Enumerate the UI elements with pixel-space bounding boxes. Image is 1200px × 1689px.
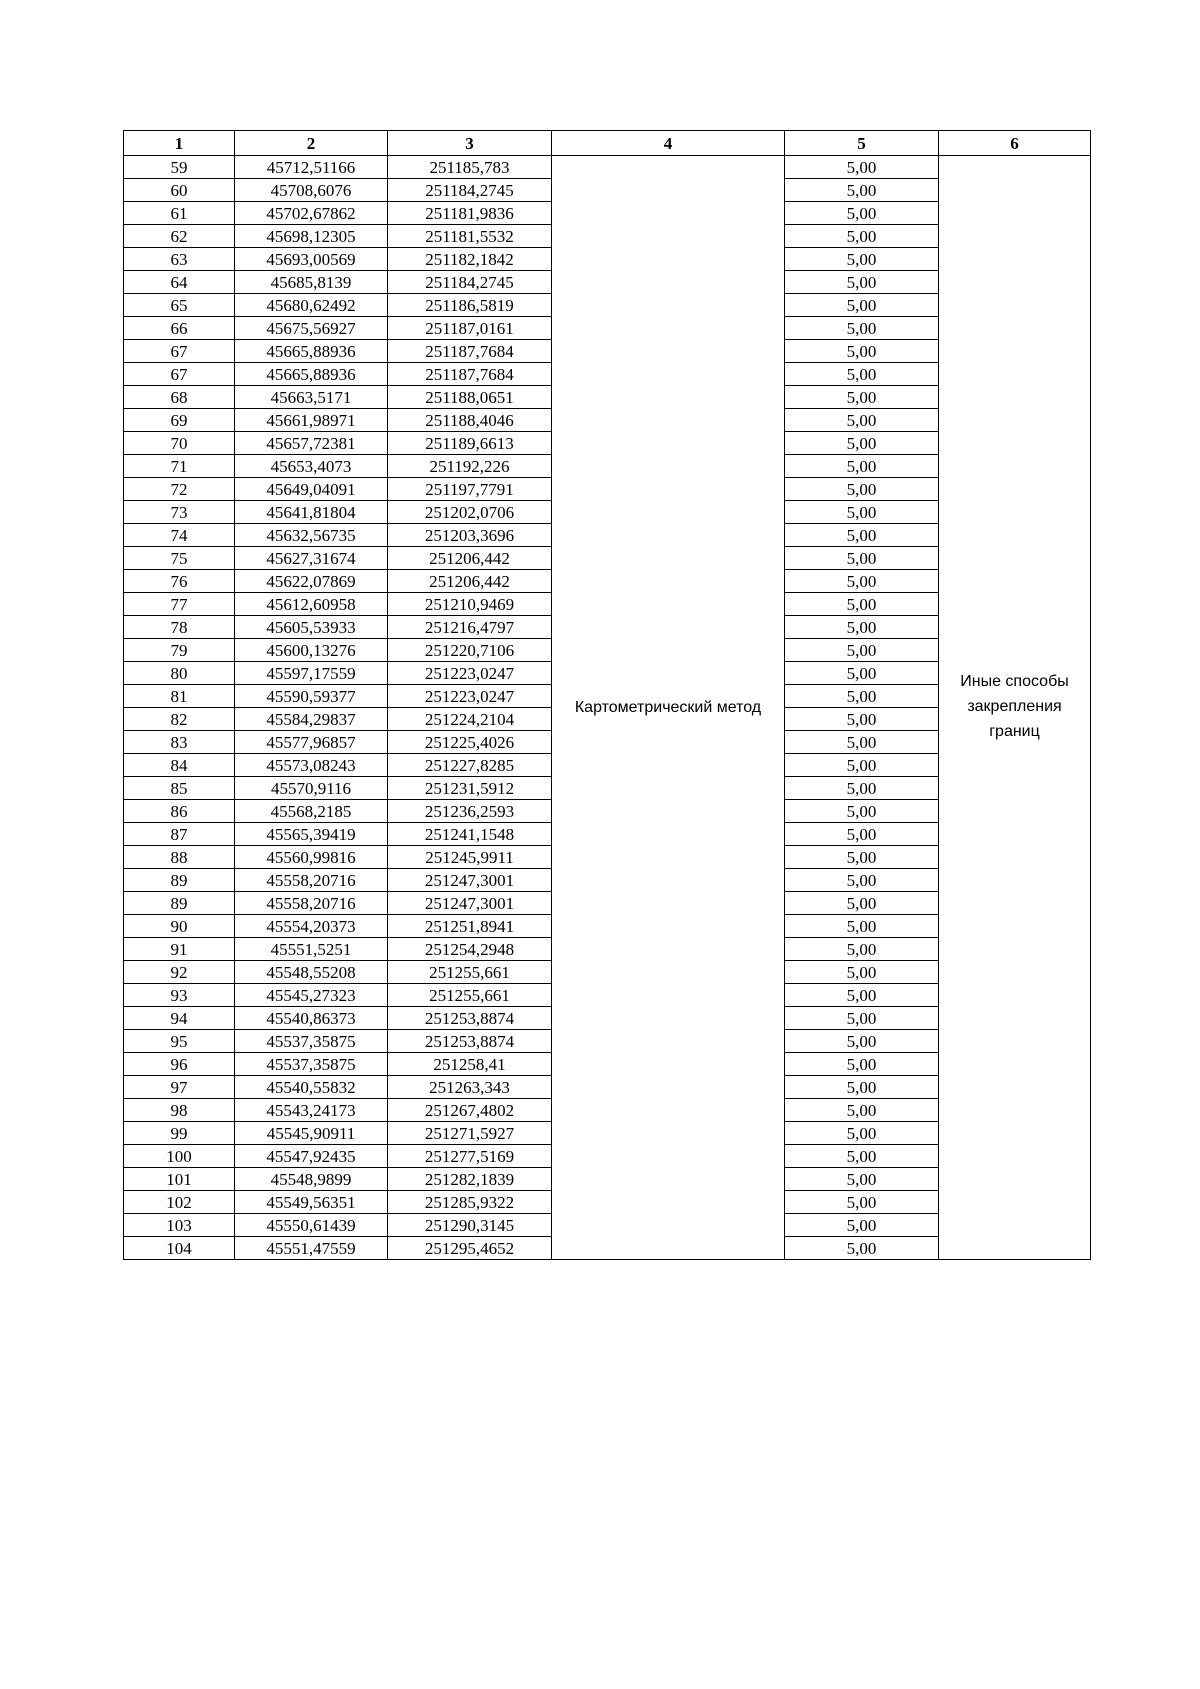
coord-x: 45680,62492 — [235, 294, 388, 317]
coord-y: 251224,2104 — [388, 708, 552, 731]
point-number: 91 — [124, 938, 235, 961]
coord-y: 251253,8874 — [388, 1030, 552, 1053]
coord-y: 251285,9322 — [388, 1191, 552, 1214]
coord-y: 251255,661 — [388, 984, 552, 1007]
coord-x: 45548,9899 — [235, 1168, 388, 1191]
point-number: 89 — [124, 869, 235, 892]
accuracy-value: 5,00 — [785, 938, 939, 961]
coord-x: 45537,35875 — [235, 1053, 388, 1076]
point-number: 100 — [124, 1145, 235, 1168]
coordinates-table — [123, 130, 1091, 1260]
col-header-5: 5 — [785, 131, 939, 156]
table-body — [124, 156, 1091, 1260]
coord-x: 45627,31674 — [235, 547, 388, 570]
coord-y: 251182,1842 — [388, 248, 552, 271]
coord-x: 45551,5251 — [235, 938, 388, 961]
coord-x: 45605,53933 — [235, 616, 388, 639]
accuracy-value: 5,00 — [785, 248, 939, 271]
table-row — [124, 156, 1091, 179]
coord-y: 251206,442 — [388, 570, 552, 593]
header-row — [124, 131, 1091, 156]
accuracy-value: 5,00 — [785, 823, 939, 846]
coord-y: 251247,3001 — [388, 892, 552, 915]
point-number: 103 — [124, 1214, 235, 1237]
coord-x: 45590,59377 — [235, 685, 388, 708]
point-number: 95 — [124, 1030, 235, 1053]
coord-y: 251251,8941 — [388, 915, 552, 938]
point-number: 89 — [124, 892, 235, 915]
point-number: 92 — [124, 961, 235, 984]
point-number: 97 — [124, 1076, 235, 1099]
col-header-1: 1 — [124, 131, 235, 156]
point-number: 77 — [124, 593, 235, 616]
coord-y: 251184,2745 — [388, 179, 552, 202]
coord-y: 251241,1548 — [388, 823, 552, 846]
accuracy-value: 5,00 — [785, 225, 939, 248]
coord-x: 45693,00569 — [235, 248, 388, 271]
coord-x: 45577,96857 — [235, 731, 388, 754]
accuracy-value: 5,00 — [785, 754, 939, 777]
coord-y: 251245,9911 — [388, 846, 552, 869]
point-number: 68 — [124, 386, 235, 409]
accuracy-value: 5,00 — [785, 386, 939, 409]
point-number: 81 — [124, 685, 235, 708]
coord-x: 45649,04091 — [235, 478, 388, 501]
col-header-2: 2 — [235, 131, 388, 156]
coord-x: 45597,17559 — [235, 662, 388, 685]
coord-x: 45612,60958 — [235, 593, 388, 616]
coord-y: 251216,4797 — [388, 616, 552, 639]
accuracy-value: 5,00 — [785, 1145, 939, 1168]
coord-x: 45584,29837 — [235, 708, 388, 731]
point-number: 74 — [124, 524, 235, 547]
coord-y: 251254,2948 — [388, 938, 552, 961]
coord-x: 45657,72381 — [235, 432, 388, 455]
point-number: 88 — [124, 846, 235, 869]
coord-y: 251185,783 — [388, 156, 552, 179]
accuracy-value: 5,00 — [785, 156, 939, 179]
point-number: 101 — [124, 1168, 235, 1191]
coord-y: 251184,2745 — [388, 271, 552, 294]
point-number: 78 — [124, 616, 235, 639]
point-number: 99 — [124, 1122, 235, 1145]
accuracy-value: 5,00 — [785, 846, 939, 869]
coord-y: 251181,9836 — [388, 202, 552, 225]
accuracy-value: 5,00 — [785, 1053, 939, 1076]
fixing-method-cell: Иные способы закрепления границ — [939, 156, 1091, 1260]
accuracy-value: 5,00 — [785, 639, 939, 662]
point-number: 94 — [124, 1007, 235, 1030]
accuracy-value: 5,00 — [785, 869, 939, 892]
accuracy-value: 5,00 — [785, 478, 939, 501]
point-number: 76 — [124, 570, 235, 593]
point-number: 65 — [124, 294, 235, 317]
accuracy-value: 5,00 — [785, 179, 939, 202]
coord-y: 251197,7791 — [388, 478, 552, 501]
accuracy-value: 5,00 — [785, 524, 939, 547]
point-number: 98 — [124, 1099, 235, 1122]
accuracy-value: 5,00 — [785, 892, 939, 915]
accuracy-value: 5,00 — [785, 271, 939, 294]
coord-x: 45573,08243 — [235, 754, 388, 777]
point-number: 72 — [124, 478, 235, 501]
accuracy-value: 5,00 — [785, 1122, 939, 1145]
coord-y: 251223,0247 — [388, 662, 552, 685]
point-number: 61 — [124, 202, 235, 225]
coord-y: 251187,7684 — [388, 363, 552, 386]
coord-x: 45685,8139 — [235, 271, 388, 294]
accuracy-value: 5,00 — [785, 202, 939, 225]
coord-x: 45663,5171 — [235, 386, 388, 409]
coord-y: 251202,0706 — [388, 501, 552, 524]
coord-y: 251253,8874 — [388, 1007, 552, 1030]
accuracy-value: 5,00 — [785, 1214, 939, 1237]
point-number: 71 — [124, 455, 235, 478]
coord-x: 45549,56351 — [235, 1191, 388, 1214]
point-number: 93 — [124, 984, 235, 1007]
accuracy-value: 5,00 — [785, 731, 939, 754]
coord-x: 45570,9116 — [235, 777, 388, 800]
accuracy-value: 5,00 — [785, 915, 939, 938]
coord-x: 45545,27323 — [235, 984, 388, 1007]
coord-x: 45632,56735 — [235, 524, 388, 547]
point-number: 70 — [124, 432, 235, 455]
accuracy-value: 5,00 — [785, 455, 939, 478]
point-number: 73 — [124, 501, 235, 524]
coord-y: 251192,226 — [388, 455, 552, 478]
coord-x: 45558,20716 — [235, 869, 388, 892]
coord-y: 251258,41 — [388, 1053, 552, 1076]
point-number: 64 — [124, 271, 235, 294]
coord-y: 251255,661 — [388, 961, 552, 984]
accuracy-value: 5,00 — [785, 1007, 939, 1030]
coord-y: 251267,4802 — [388, 1099, 552, 1122]
coord-x: 45548,55208 — [235, 961, 388, 984]
point-number: 67 — [124, 363, 235, 386]
col-header-3: 3 — [388, 131, 552, 156]
accuracy-value: 5,00 — [785, 409, 939, 432]
coord-x: 45545,90911 — [235, 1122, 388, 1145]
coord-y: 251236,2593 — [388, 800, 552, 823]
accuracy-value: 5,00 — [785, 432, 939, 455]
point-number: 63 — [124, 248, 235, 271]
coord-y: 251181,5532 — [388, 225, 552, 248]
point-number: 59 — [124, 156, 235, 179]
point-number: 67 — [124, 340, 235, 363]
coord-y: 251186,5819 — [388, 294, 552, 317]
coord-y: 251223,0247 — [388, 685, 552, 708]
coord-x: 45540,86373 — [235, 1007, 388, 1030]
point-number: 96 — [124, 1053, 235, 1076]
coord-x: 45537,35875 — [235, 1030, 388, 1053]
accuracy-value: 5,00 — [785, 616, 939, 639]
coord-y: 251247,3001 — [388, 869, 552, 892]
point-number: 84 — [124, 754, 235, 777]
coord-x: 45554,20373 — [235, 915, 388, 938]
col-header-4: 4 — [552, 131, 785, 156]
col-header-6: 6 — [939, 131, 1091, 156]
coord-x: 45565,39419 — [235, 823, 388, 846]
point-number: 62 — [124, 225, 235, 248]
accuracy-value: 5,00 — [785, 570, 939, 593]
accuracy-value: 5,00 — [785, 1168, 939, 1191]
coord-y: 251225,4026 — [388, 731, 552, 754]
coord-x: 45641,81804 — [235, 501, 388, 524]
coord-y: 251206,442 — [388, 547, 552, 570]
coord-y: 251189,6613 — [388, 432, 552, 455]
method-cell: Картометрический метод — [552, 156, 785, 1260]
point-number: 85 — [124, 777, 235, 800]
accuracy-value: 5,00 — [785, 708, 939, 731]
coord-x: 45665,88936 — [235, 340, 388, 363]
coord-y: 251295,4652 — [388, 1237, 552, 1260]
coord-x: 45540,55832 — [235, 1076, 388, 1099]
coord-x: 45558,20716 — [235, 892, 388, 915]
coord-y: 251210,9469 — [388, 593, 552, 616]
point-number: 80 — [124, 662, 235, 685]
point-number: 90 — [124, 915, 235, 938]
accuracy-value: 5,00 — [785, 363, 939, 386]
accuracy-value: 5,00 — [785, 984, 939, 1007]
coord-x: 45600,13276 — [235, 639, 388, 662]
point-number: 82 — [124, 708, 235, 731]
coord-y: 251188,4046 — [388, 409, 552, 432]
point-number: 60 — [124, 179, 235, 202]
accuracy-value: 5,00 — [785, 1191, 939, 1214]
accuracy-value: 5,00 — [785, 1099, 939, 1122]
coord-y: 251231,5912 — [388, 777, 552, 800]
coord-y: 251220,7106 — [388, 639, 552, 662]
coord-x: 45702,67862 — [235, 202, 388, 225]
coord-x: 45708,6076 — [235, 179, 388, 202]
accuracy-value: 5,00 — [785, 501, 939, 524]
accuracy-value: 5,00 — [785, 800, 939, 823]
coord-x: 45712,51166 — [235, 156, 388, 179]
coord-x: 45622,07869 — [235, 570, 388, 593]
coord-x: 45550,61439 — [235, 1214, 388, 1237]
point-number: 83 — [124, 731, 235, 754]
accuracy-value: 5,00 — [785, 1237, 939, 1260]
accuracy-value: 5,00 — [785, 961, 939, 984]
accuracy-value: 5,00 — [785, 777, 939, 800]
coord-y: 251282,1839 — [388, 1168, 552, 1191]
coord-x: 45551,47559 — [235, 1237, 388, 1260]
accuracy-value: 5,00 — [785, 685, 939, 708]
accuracy-value: 5,00 — [785, 662, 939, 685]
coord-x: 45665,88936 — [235, 363, 388, 386]
coord-x: 45698,12305 — [235, 225, 388, 248]
accuracy-value: 5,00 — [785, 593, 939, 616]
point-number: 87 — [124, 823, 235, 846]
point-number: 102 — [124, 1191, 235, 1214]
accuracy-value: 5,00 — [785, 1030, 939, 1053]
coord-x: 45560,99816 — [235, 846, 388, 869]
coord-x: 45675,56927 — [235, 317, 388, 340]
accuracy-value: 5,00 — [785, 1076, 939, 1099]
coord-y: 251188,0651 — [388, 386, 552, 409]
coord-x: 45568,2185 — [235, 800, 388, 823]
coord-y: 251271,5927 — [388, 1122, 552, 1145]
point-number: 69 — [124, 409, 235, 432]
accuracy-value: 5,00 — [785, 317, 939, 340]
accuracy-value: 5,00 — [785, 294, 939, 317]
coord-x: 45543,24173 — [235, 1099, 388, 1122]
point-number: 66 — [124, 317, 235, 340]
coord-y: 251187,7684 — [388, 340, 552, 363]
coord-x: 45661,98971 — [235, 409, 388, 432]
coord-x: 45653,4073 — [235, 455, 388, 478]
coord-y: 251277,5169 — [388, 1145, 552, 1168]
coord-y: 251290,3145 — [388, 1214, 552, 1237]
point-number: 104 — [124, 1237, 235, 1260]
coord-y: 251263,343 — [388, 1076, 552, 1099]
coord-x: 45547,92435 — [235, 1145, 388, 1168]
coord-y: 251227,8285 — [388, 754, 552, 777]
coord-y: 251187,0161 — [388, 317, 552, 340]
point-number: 86 — [124, 800, 235, 823]
accuracy-value: 5,00 — [785, 340, 939, 363]
point-number: 79 — [124, 639, 235, 662]
accuracy-value: 5,00 — [785, 547, 939, 570]
coord-y: 251203,3696 — [388, 524, 552, 547]
point-number: 75 — [124, 547, 235, 570]
